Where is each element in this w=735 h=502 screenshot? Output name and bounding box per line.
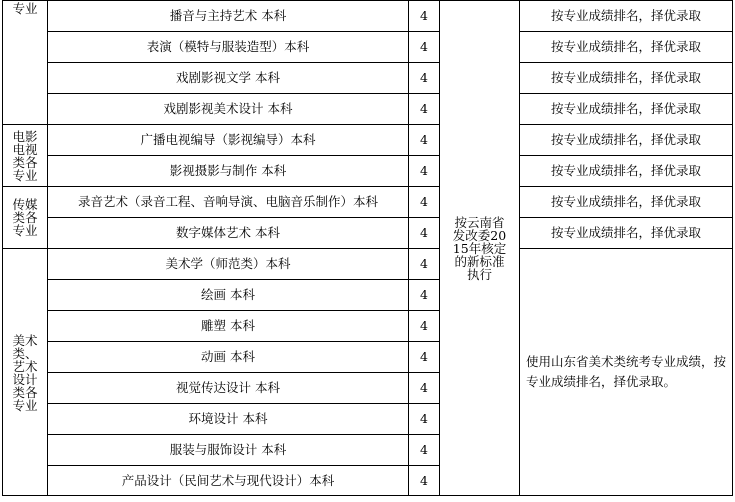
note-cell: 按专业成绩排名，择优录取 xyxy=(520,125,733,156)
years-cell: 4 xyxy=(409,435,440,466)
years-cell: 4 xyxy=(409,125,440,156)
major-cell: 动画 本科 xyxy=(48,342,409,373)
major-cell: 播音与主持艺术 本科 xyxy=(48,1,409,32)
years-cell: 4 xyxy=(409,466,440,496)
category-label: 电影电视类各专业 xyxy=(12,128,38,183)
note-cell: 按专业成绩排名，择优录取 xyxy=(520,63,733,94)
major-cell: 戏剧影视美术设计 本科 xyxy=(48,94,409,125)
years-cell: 4 xyxy=(409,218,440,249)
admissions-table xyxy=(2,0,733,496)
major-cell: 录音艺术（录音工程、音响导演、电脑音乐制作）本科 xyxy=(48,187,409,218)
note-cell: 按专业成绩排名，择优录取 xyxy=(520,187,733,218)
note-cell: 按专业成绩排名，择优录取 xyxy=(520,32,733,63)
years-cell: 4 xyxy=(409,342,440,373)
major-cell: 视觉传达设计 本科 xyxy=(48,373,409,404)
years-cell: 4 xyxy=(409,249,440,280)
major-cell: 服装与服饰设计 本科 xyxy=(48,435,409,466)
major-cell: 环境设计 本科 xyxy=(48,404,409,435)
years-cell: 4 xyxy=(409,404,440,435)
art-note-cell xyxy=(520,249,733,496)
table-row xyxy=(3,156,733,187)
major-cell: 雕塑 本科 xyxy=(48,311,409,342)
major-cell: 表演（模特与服装造型）本科 xyxy=(48,32,409,63)
major-cell: 美术学（师范类）本科 xyxy=(48,249,409,280)
note-cell: 按专业成绩排名，择优录取 xyxy=(520,1,733,32)
major-cell: 广播电视编导（影视编导）本科 xyxy=(48,125,409,156)
years-cell: 4 xyxy=(409,156,440,187)
table-row xyxy=(3,125,733,156)
table-row xyxy=(3,1,733,32)
table-row xyxy=(3,187,733,218)
years-cell: 4 xyxy=(409,1,440,32)
major-cell: 戏剧影视文学 本科 xyxy=(48,63,409,94)
major-cell: 数字媒体艺术 本科 xyxy=(48,218,409,249)
category-cell xyxy=(3,187,48,249)
category-cell xyxy=(3,249,48,496)
table-row xyxy=(3,249,733,280)
fee-policy-cell xyxy=(440,1,520,496)
years-cell: 4 xyxy=(409,63,440,94)
years-cell: 4 xyxy=(409,187,440,218)
major-cell: 绘画 本科 xyxy=(48,280,409,311)
note-cell: 按专业成绩排名，择优录取 xyxy=(520,218,733,249)
category-cell xyxy=(3,1,48,125)
table-row xyxy=(3,63,733,94)
table-row xyxy=(3,94,733,125)
major-cell: 影视摄影与制作 本科 xyxy=(48,156,409,187)
years-cell: 4 xyxy=(409,373,440,404)
table-row xyxy=(3,32,733,63)
years-cell: 4 xyxy=(409,32,440,63)
years-cell: 4 xyxy=(409,280,440,311)
category-cell xyxy=(3,125,48,187)
fee-policy-text: 按云南省发改委2015年核定的新标准执行 xyxy=(452,214,507,282)
category-label: 专业 xyxy=(12,1,38,16)
category-label: 传媒类各专业 xyxy=(12,197,38,238)
years-cell: 4 xyxy=(409,94,440,125)
major-cell: 产品设计（民间艺术与现代设计）本科 xyxy=(48,466,409,496)
category-label: 美术类、艺术设计类各专业 xyxy=(12,332,38,413)
years-cell: 4 xyxy=(409,311,440,342)
note-cell: 按专业成绩排名，择优录取 xyxy=(520,94,733,125)
note-cell: 按专业成绩排名，择优录取 xyxy=(520,156,733,187)
art-note-text: 使用山东省美术类统考专业成绩，按专业成绩排名，择优录取。 xyxy=(526,354,727,389)
table-row xyxy=(3,218,733,249)
